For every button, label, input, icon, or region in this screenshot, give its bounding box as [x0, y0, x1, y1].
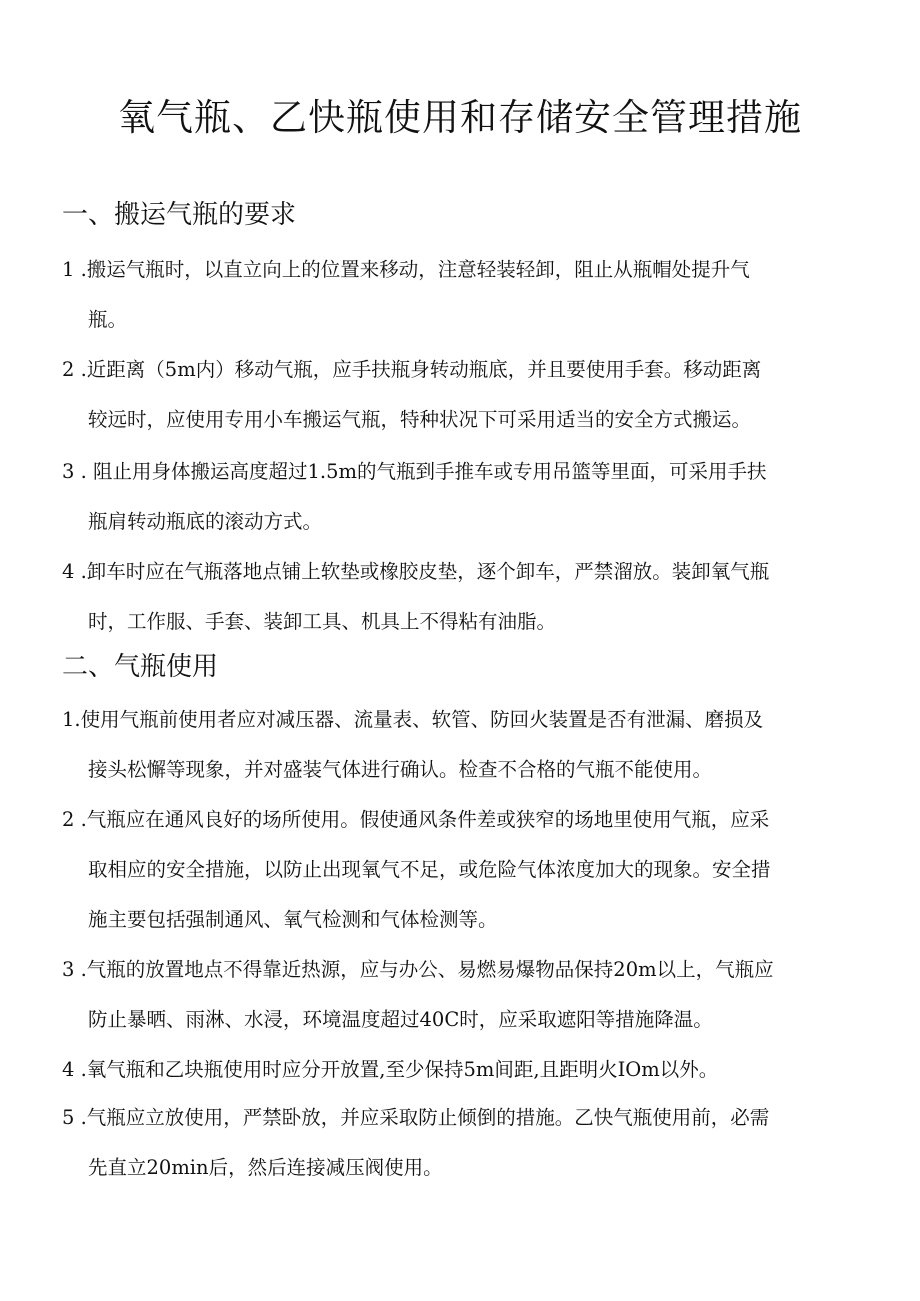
paragraph-line: 2 .气瓶应在通风良好的场所使用。假使通风条件差或狭窄的场地里使用气瓶，应采	[62, 808, 770, 831]
paragraph-line: 时，工作服、手套、装卸工具、机具上不得粘有油脂。	[88, 610, 557, 633]
paragraph-line: 1 .搬运气瓶时，以直立向上的位置来移动，注意轻装轻卸，阻止从瓶帽处提升气	[62, 258, 750, 281]
document-title: 氧气瓶、乙快瓶使用和存储安全管理措施	[118, 96, 802, 139]
paragraph-line: 3 . 阻止用身体搬运高度超过1.5m的气瓶到手推车或专用吊篮等里面，可采用手扶	[62, 460, 767, 483]
paragraph-line: 施主要包括强制通风、氧气检测和气体检测等。	[88, 908, 498, 931]
paragraph-line: 2 .近距离（5m内）移动气瓶，应手扶瓶身转动瓶底，并且要使用手套。移动距离	[62, 358, 762, 381]
paragraph-line: 5 .气瓶应立放使用，严禁卧放，并应采取防止倾倒的措施。乙快气瓶使用前，必需	[62, 1106, 770, 1129]
paragraph-line: 较远时，应使用专用小车搬运气瓶，特种状况下可采用适当的安全方式搬运。	[88, 408, 752, 431]
paragraph-line: 先直立20min后，然后连接减压阀使用。	[88, 1156, 443, 1179]
paragraph-line: 3 .气瓶的放置地点不得靠近热源，应与办公、易燃易爆物品保持20m以上，气瓶应	[62, 958, 774, 981]
paragraph-line: 4 .氧气瓶和乙块瓶使用时应分开放置,至少保持5m间距,且距明火IOm以外。	[62, 1058, 719, 1081]
paragraph-line: 瓶。	[88, 308, 128, 331]
section-heading-transport: 一、搬运气瓶的要求	[62, 200, 297, 230]
paragraph-line: 4 .卸车时应在气瓶落地点铺上软垫或橡胶皮垫，逐个卸车，严禁溜放。装卸氧气瓶	[62, 560, 770, 583]
paragraph-line: 瓶肩转动瓶底的滚动方式。	[88, 510, 323, 533]
paragraph-line: 接头松懈等现象，并对盛装气体进行确认。检查不合格的气瓶不能使用。	[88, 758, 713, 781]
paragraph-line: 取相应的安全措施，以防止出现氧气不足，或危险气体浓度加大的现象。安全措	[88, 858, 771, 881]
section-heading-usage: 二、气瓶使用	[62, 652, 219, 682]
paragraph-line: 1.使用气瓶前使用者应对减压器、流量表、软管、防回火装置是否有泄漏、磨损及	[62, 708, 764, 731]
paragraph-line: 防止暴晒、雨淋、水浸，环境温度超过40C时，应采取遮阳等措施降温。	[88, 1008, 713, 1031]
